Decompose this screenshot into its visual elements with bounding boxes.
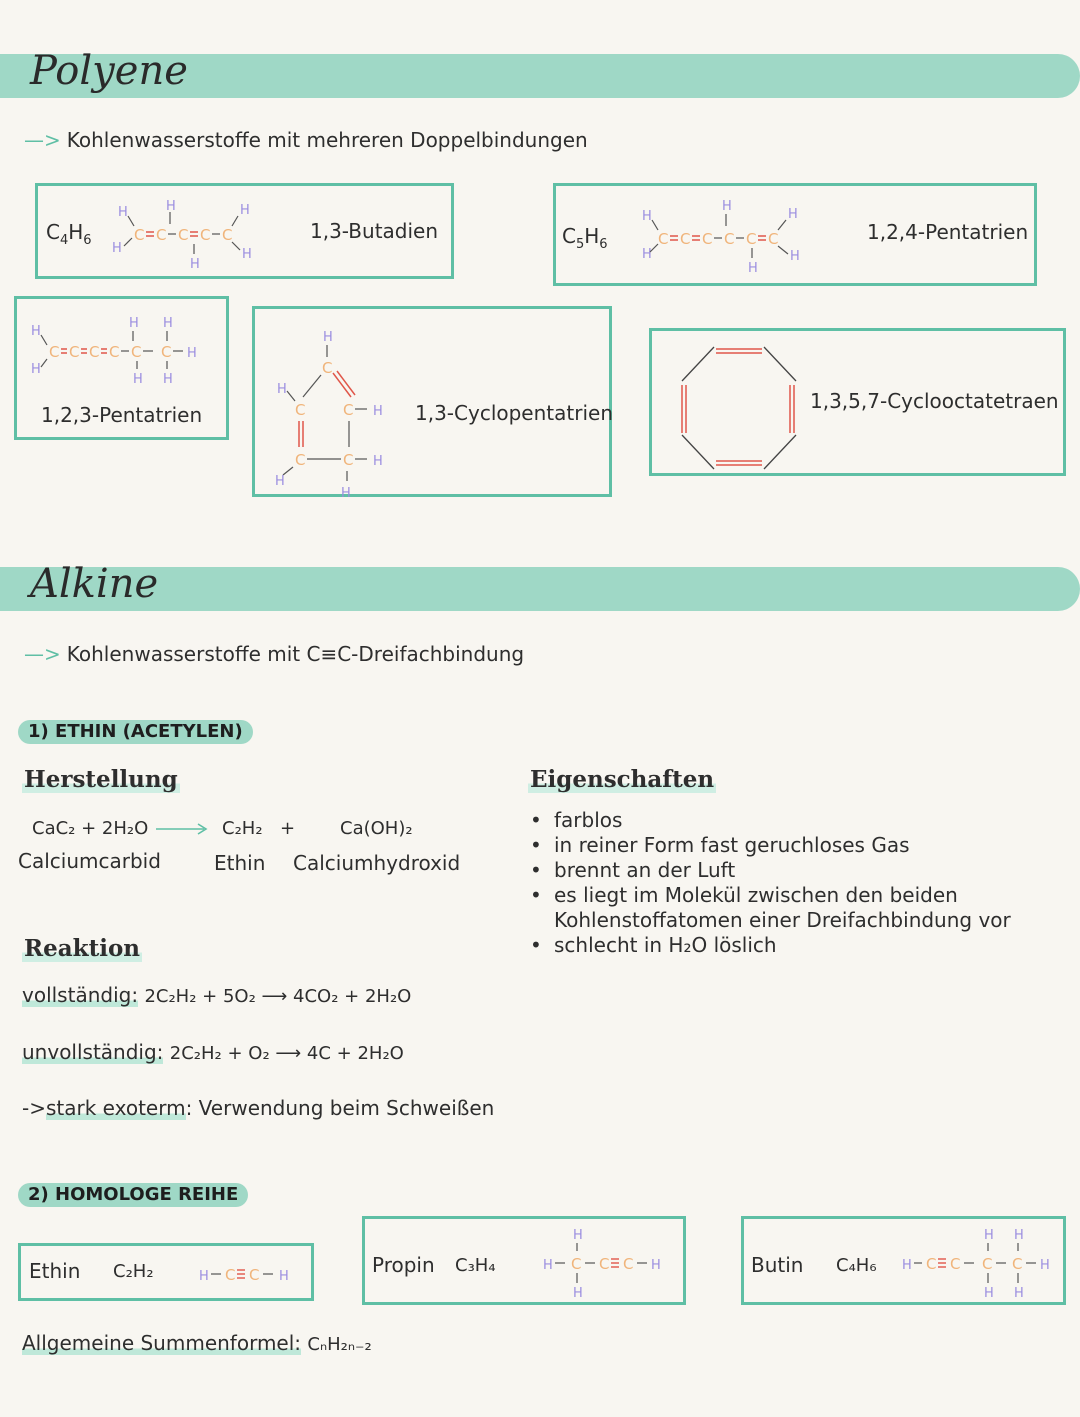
structure-124-pentatrien: [636, 194, 826, 284]
homolog-formula: C₄H₆: [836, 1255, 877, 1276]
svg-text:H: H: [199, 1269, 209, 1284]
general-formula: [22, 1331, 372, 1355]
svg-text:H: H: [31, 324, 41, 339]
svg-text:H: H: [373, 404, 383, 419]
svg-text:H: H: [788, 207, 798, 222]
general-formula-label: Allgemeine Summenformel:: [22, 1331, 302, 1355]
svg-text:H: H: [573, 1286, 583, 1301]
list-item: • es liegt im Molekül zwischen den beiden: [530, 883, 1011, 908]
svg-text:C: C: [156, 226, 167, 244]
name-124-pentatrien: 1,2,4-Pentatrien: [867, 220, 1029, 244]
svg-text:H: H: [1040, 1258, 1050, 1273]
formula-butadien: $C_4H_6$: [46, 220, 92, 248]
arrow-icon: —>: [24, 128, 61, 152]
svg-text:H: H: [190, 257, 200, 272]
structure-123-pentatrien: [27, 309, 227, 389]
svg-text:C: C: [702, 230, 713, 248]
list-item: • farblos: [530, 808, 1011, 833]
list-item: • in reiner Form fast geruchloses Gas: [530, 833, 1011, 858]
svg-text:C: C: [768, 230, 779, 248]
svg-text:H: H: [748, 261, 758, 276]
svg-text:H: H: [722, 199, 732, 214]
structure-propin: [541, 1223, 691, 1303]
svg-text:C: C: [109, 343, 120, 361]
formula-124-pentatrien: $C_5H_6$: [562, 224, 608, 252]
svg-text:H: H: [902, 1258, 912, 1273]
svg-text:H: H: [279, 1269, 289, 1284]
svg-text:H: H: [133, 372, 143, 387]
homolog-box-propin: [362, 1216, 686, 1305]
svg-text:C: C: [746, 230, 757, 248]
reaction-complete: [22, 983, 411, 1007]
structure-butin: [900, 1223, 1070, 1303]
svg-text:C: C: [131, 343, 142, 361]
reaction-incomplete: [22, 1040, 404, 1064]
section-pill-homologe-reihe: 2) HOMOLOGE REIHE: [18, 1183, 248, 1207]
svg-text:H: H: [341, 486, 351, 501]
svg-text:C: C: [926, 1255, 937, 1273]
alkine-title: Alkine: [30, 561, 159, 607]
svg-text:C: C: [178, 226, 189, 244]
exothermic-note: ->stark exoterm: Verwendung beim Schweißen: [22, 1096, 495, 1120]
svg-text:C: C: [571, 1255, 582, 1273]
reaction-arrow: [156, 822, 210, 836]
svg-text:C: C: [623, 1255, 634, 1273]
svg-text:H: H: [642, 209, 652, 224]
svg-text:H: H: [112, 241, 122, 256]
svg-text:C: C: [249, 1266, 260, 1284]
svg-text:C: C: [222, 226, 233, 244]
list-item: • schlecht in H₂O löslich: [530, 933, 1011, 958]
svg-text:H: H: [129, 316, 139, 331]
svg-text:C: C: [322, 359, 333, 377]
product1-formula: C₂H₂: [222, 818, 263, 839]
svg-text:C: C: [680, 230, 691, 248]
svg-text:C: C: [295, 451, 306, 469]
list-item: • brennt an der Luft: [530, 858, 1011, 883]
name-cyclooctatetraen: 1,3,5,7-Cyclooctatetraen: [810, 389, 1059, 413]
equation-vollstaendig: 2C₂H₂ + 5O₂ ⟶ 4CO₂ + 2H₂O: [144, 986, 412, 1007]
svg-text:H: H: [323, 330, 333, 345]
arrow-icon: —>: [24, 642, 61, 666]
molecule-box-butadien: [35, 183, 454, 279]
homolog-box-butin: [741, 1216, 1066, 1305]
label-vollstaendig: vollständig:: [22, 983, 139, 1007]
svg-text:C: C: [49, 343, 60, 361]
polyene-definition: —> Kohlenwasserstoffe mit mehreren Doppelbindungen: [24, 128, 588, 152]
name-butadien: 1,3-Butadien: [310, 219, 439, 243]
svg-text:H: H: [984, 1286, 994, 1301]
molecule-box-123-pentatrien: [14, 296, 229, 440]
homolog-formula: C₃H₄: [455, 1255, 496, 1276]
svg-text:H: H: [242, 247, 252, 262]
homolog-box-ethin: [18, 1243, 314, 1301]
name-cyclopentatrien: 1,3-Cyclopentatrien: [415, 401, 613, 425]
svg-text:C: C: [225, 1266, 236, 1284]
svg-text:C: C: [982, 1255, 993, 1273]
svg-text:H: H: [1014, 1286, 1024, 1301]
svg-text:C: C: [658, 230, 669, 248]
polyene-banner: [0, 48, 1080, 98]
svg-text:C: C: [343, 401, 354, 419]
structure-cyclooctatetraen: [666, 337, 796, 477]
properties-list: [530, 808, 1011, 958]
plus-sign: +: [280, 818, 296, 839]
svg-text:C: C: [295, 401, 306, 419]
structure-ethin: [197, 1260, 317, 1290]
polyene-title: Polyene: [30, 48, 188, 94]
svg-text:C: C: [89, 343, 100, 361]
label-unvollstaendig: unvollständig:: [22, 1040, 164, 1064]
svg-text:C: C: [343, 451, 354, 469]
svg-text:H: H: [275, 474, 285, 489]
svg-text:H: H: [790, 249, 800, 264]
molecule-box-124-pentatrien: [553, 183, 1037, 286]
homolog-name: Propin: [372, 1253, 435, 1277]
svg-text:H: H: [166, 199, 176, 214]
equation-unvollstaendig: 2C₂H₂ + O₂ ⟶ 4C + 2H₂O: [169, 1043, 404, 1064]
alkine-banner: [0, 561, 1080, 611]
structure-cyclopentatrien: [269, 321, 409, 501]
svg-text:H: H: [642, 247, 652, 262]
svg-text:H: H: [573, 1228, 583, 1243]
svg-text:H: H: [163, 316, 173, 331]
structure-butadien: [110, 194, 260, 274]
svg-text:H: H: [373, 454, 383, 469]
homolog-formula: C₂H₂: [113, 1261, 154, 1282]
product2-name: Calciumhydroxid: [293, 851, 461, 875]
svg-text:H: H: [984, 1228, 994, 1243]
list-item-continuation: Kohlenstoffatomen einer Dreifachbindung vor: [554, 908, 1011, 932]
reactant-name: Calciumcarbid: [18, 849, 161, 873]
svg-text:H: H: [543, 1258, 553, 1273]
homolog-name: Ethin: [29, 1259, 81, 1283]
svg-text:H: H: [31, 362, 41, 377]
section-pill-ethin: 1) ETHIN (ACETYLEN): [18, 720, 253, 744]
svg-text:H: H: [118, 205, 128, 220]
heading-reaktion: Reaktion: [24, 935, 141, 962]
svg-text:C: C: [599, 1255, 610, 1273]
svg-text:C: C: [950, 1255, 961, 1273]
heading-eigenschaften: Eigenschaften: [530, 766, 715, 793]
svg-text:C: C: [1012, 1255, 1023, 1273]
svg-text:H: H: [187, 346, 197, 361]
alkine-definition: —> Kohlenwasserstoffe mit C≡C-Dreifachbindung: [24, 642, 525, 666]
svg-text:H: H: [163, 372, 173, 387]
name-123-pentatrien: 1,2,3-Pentatrien: [41, 403, 203, 427]
svg-text:H: H: [1014, 1228, 1024, 1243]
svg-text:H: H: [240, 203, 250, 218]
homolog-name: Butin: [751, 1253, 804, 1277]
heading-herstellung: Herstellung: [24, 766, 178, 793]
molecule-box-cyclopentatrien: [252, 306, 613, 501]
svg-text:H: H: [277, 382, 287, 397]
molecule-box-cyclooctatetraen: [649, 328, 1066, 476]
reactant-formula: CaC₂ + 2H₂O: [32, 818, 149, 839]
svg-text:C: C: [200, 226, 211, 244]
product1-name: Ethin: [214, 851, 266, 875]
exothermic-term: stark exoterm: [45, 1096, 186, 1120]
svg-text:C: C: [724, 230, 735, 248]
svg-text:C: C: [134, 226, 145, 244]
product2-formula: Ca(OH)₂: [340, 818, 413, 839]
svg-text:C: C: [161, 343, 172, 361]
general-formula-value: CₙH₂ₙ₋₂: [307, 1334, 372, 1355]
svg-text:H: H: [651, 1258, 661, 1273]
svg-text:C: C: [69, 343, 80, 361]
